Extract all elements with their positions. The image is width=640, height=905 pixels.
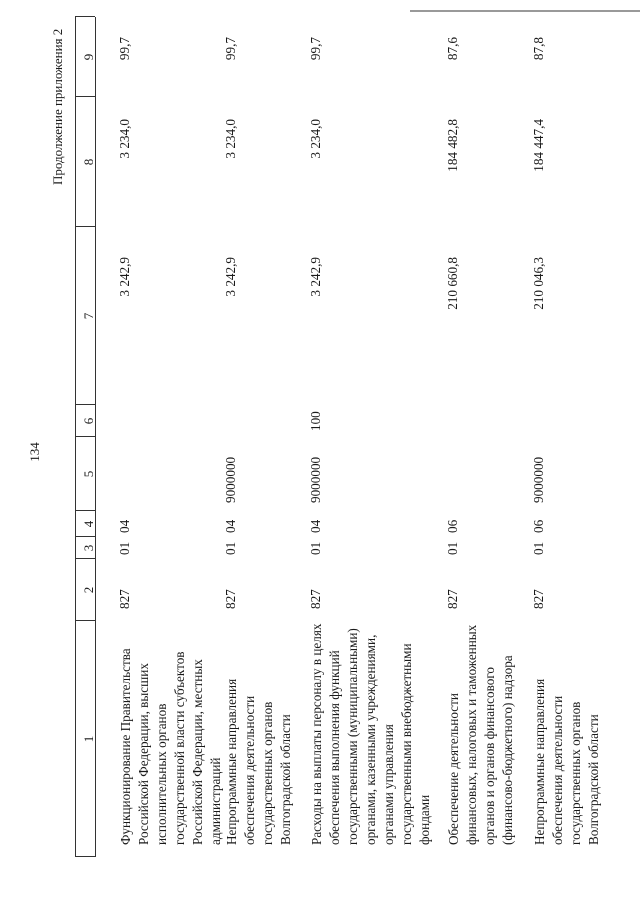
cell-plan: 3 242,9	[117, 257, 132, 297]
cell-percent: 87,8	[531, 37, 546, 61]
col-header-9: 9	[81, 53, 96, 61]
col-header-4: 4	[81, 520, 96, 528]
table-top-border	[75, 17, 76, 857]
cell-percent: 87,6	[445, 37, 460, 61]
cell-subsection: 06	[445, 519, 460, 533]
cell-section: 01	[445, 541, 460, 555]
cell-target: 9000000	[308, 456, 323, 503]
cell-actual: 3 234,0	[308, 119, 323, 159]
cell-actual: 3 234,0	[223, 119, 238, 159]
cell-percent: 99,7	[223, 37, 238, 61]
cell-section: 01	[223, 541, 238, 555]
col-header-5: 5	[81, 470, 96, 478]
cell-plan: 210 046,3	[531, 257, 546, 310]
cell-section: 01	[531, 541, 546, 555]
cell-code: 827	[308, 589, 323, 609]
cell-subsection: 04	[223, 519, 238, 533]
cell-percent: 99,7	[117, 37, 132, 61]
cell-plan: 210 660,8	[445, 257, 460, 310]
row-description: Непрограммные направления обеспечения деятельности государственных органов Волгоградской области	[532, 678, 601, 845]
col-header-6: 6	[81, 417, 96, 425]
col-header-2: 2	[81, 586, 96, 594]
cell-plan: 3 242,9	[223, 257, 238, 297]
continuation-heading: Продолжение приложения 2	[50, 28, 65, 185]
cell-percent: 99,7	[308, 37, 323, 61]
row-description: Функционирование Правительства Российской Федерации, высших исполнительных органов государственной власти субъектов Российской Федерации, местных администраций	[118, 648, 223, 845]
col-header-3: 3	[81, 544, 96, 552]
cell-plan: 3 242,9	[308, 257, 323, 297]
col-header-8: 8	[81, 158, 96, 166]
cell-section: 01	[308, 541, 323, 555]
page-number: 134	[27, 442, 42, 462]
cell-subsection: 04	[308, 519, 323, 533]
cell-actual: 3 234,0	[117, 119, 132, 159]
cell-section: 01	[117, 541, 132, 555]
cell-code: 827	[223, 589, 238, 609]
cell-actual: 184 482,8	[445, 119, 460, 172]
cell-code: 827	[445, 589, 460, 609]
cell-type: 100	[308, 411, 323, 431]
row-description: Расходы на выплаты персоналу в целях обеспечения выполнения функций государственными (муниципальными) органами, казенными учреждениями, органами управления государственными внебюджетными фондами	[309, 623, 432, 845]
cell-target: 9000000	[223, 456, 238, 503]
col-header-7: 7	[81, 312, 96, 320]
cell-subsection: 04	[117, 519, 132, 533]
row-description: Обеспечение деятельности финансовых, налоговых и таможенных органов и органов финансового (финансово-бюджетного) надзора	[446, 624, 515, 845]
cell-code: 827	[531, 589, 546, 609]
cell-subsection: 06	[531, 519, 546, 533]
cell-actual: 184 447,4	[531, 119, 546, 172]
row-description: Непрограммные направления обеспечения деятельности государственных органов Волгоградской области	[224, 678, 293, 845]
col-header-1: 1	[81, 735, 96, 743]
cell-code: 827	[117, 589, 132, 609]
cell-target: 9000000	[531, 456, 546, 503]
